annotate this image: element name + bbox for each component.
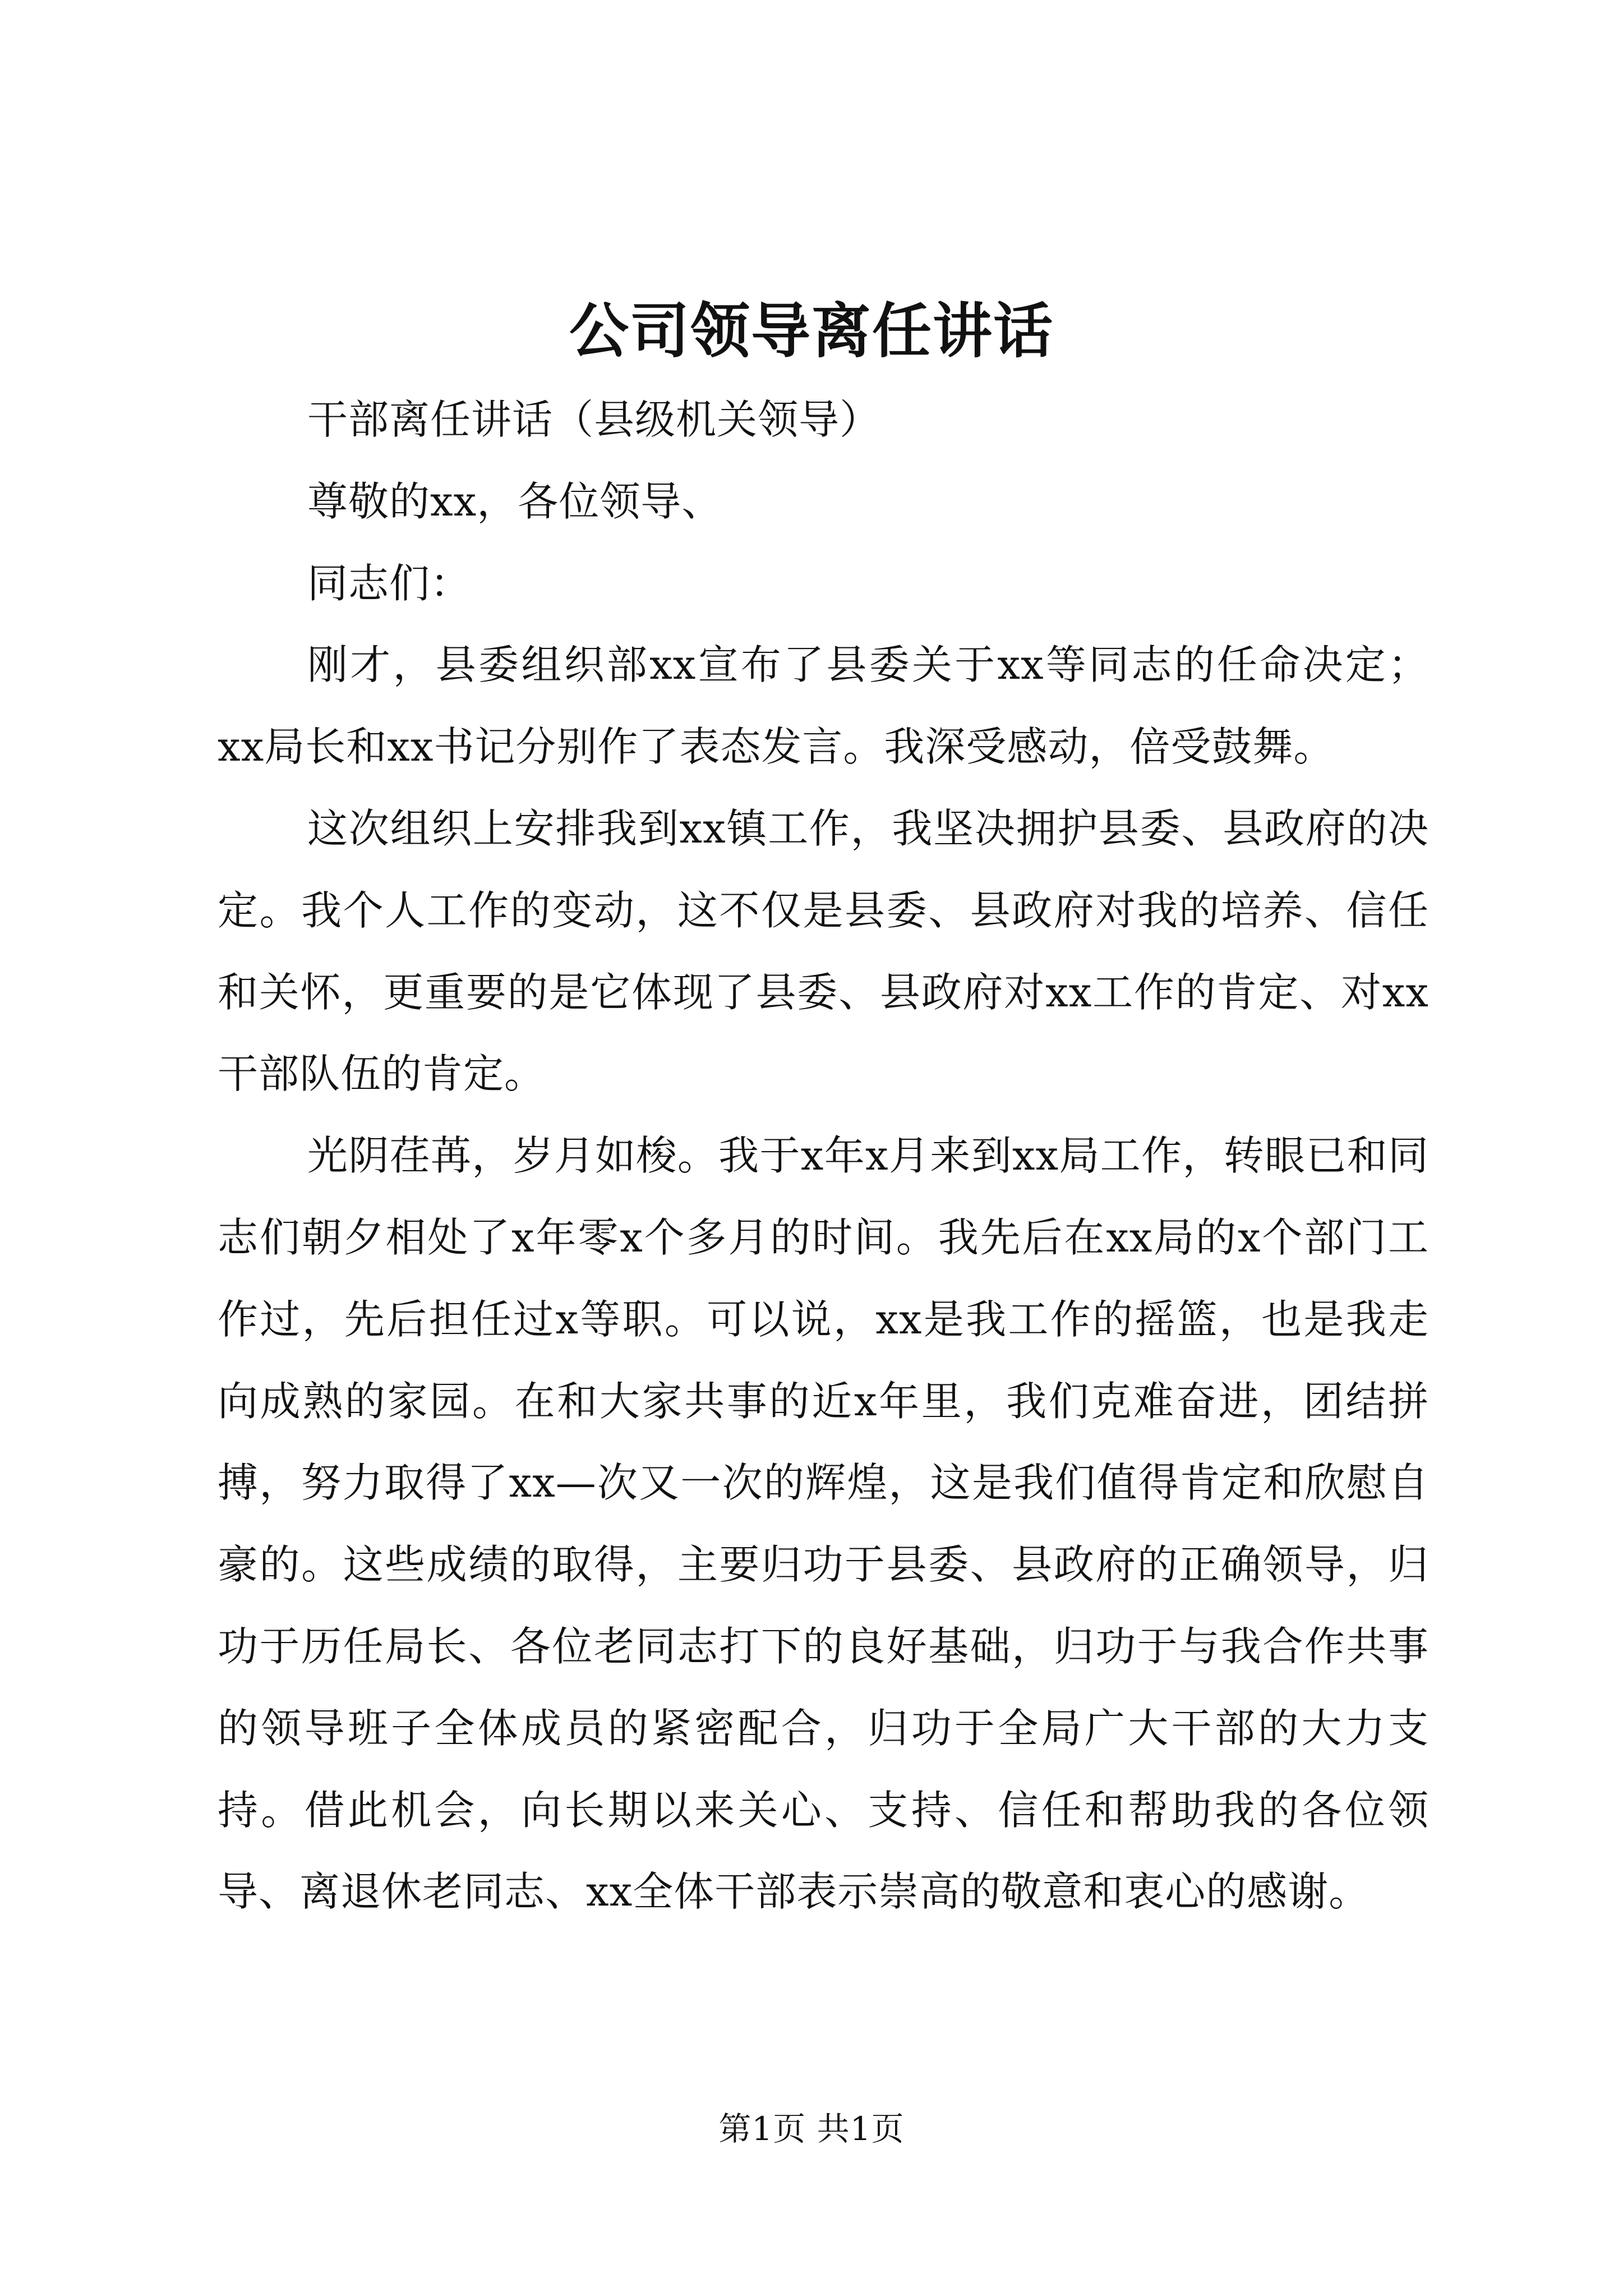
paragraph-subtitle: 干部离任讲话（县级机关领导）	[307, 396, 881, 443]
paragraph-opening: 刚才，县委组织部xx宣布了县委关于xx等同志的任命决定；xx局长和xx书记分别作了表态发言。我深受感动，倍受鼓舞。	[218, 641, 1429, 771]
document-title: 公司领导离任讲话	[569, 296, 1054, 366]
paragraph-salutation: 尊敬的xx，各位领导、	[307, 477, 723, 525]
paragraph-reflection: 光阴荏苒，岁月如梭。我于x年x月来到xx局工作，转眼已和同志们朝夕相处了x年零x个多月的时间。我先后在xx局的x个部门工作过，先后担任过x等职。可以说，xx是我工作的摇篮，也是我走向成熟的家园。在和大家共事的近x年里，我们克难奋进，团结拼搏，努力取得了xx—次又一次的辉煌，这是我们值得肯定和欣慰自豪的。这些成绩的取得，主要归功于县委、县政府的正确领导，归功于历任局长、各位老同志打下的良好基础，归功于与我合作共事的领导班子全体成员的紧密配合，归功于全局广大干部的大力支持。借此机会，向长期以来关心、支持、信任和帮助我的各位领导、离退休老同志、xx全体干部表示崇高的敬意和衷心的感谢。	[218, 1132, 1429, 1916]
paragraph-salutation-comrades: 同志们：	[307, 559, 472, 607]
page-footer: 第1页 共1页	[718, 2110, 905, 2148]
paragraph-transfer: 这次组织上安排我到xx镇工作，我坚决拥护县委、县政府的决定。我个人工作的变动，这不仅是县委、县政府对我的培养、信任和关怀，更重要的是它体现了县委、县政府对xx工作的肯定、对xx干部队伍的肯定。	[218, 804, 1429, 1098]
document-body	[218, 379, 1429, 1933]
